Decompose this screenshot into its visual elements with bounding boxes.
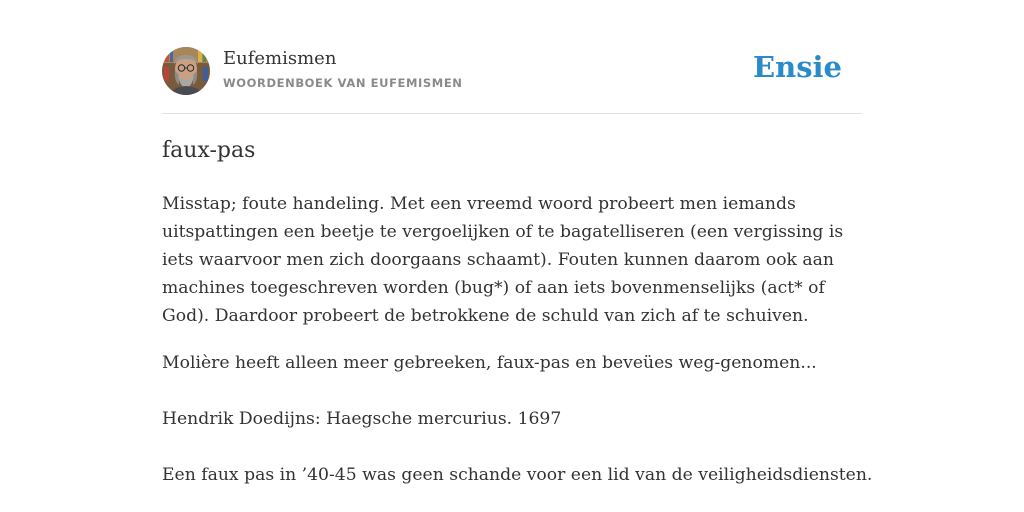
author-avatar[interactable] (162, 47, 210, 95)
author-portrait-icon (162, 47, 210, 95)
header (162, 46, 862, 96)
example-source: Hendrik Doedijns: Haegsche mercurius. 1697 (162, 409, 562, 429)
author-name[interactable]: Eufemismen (223, 48, 337, 69)
example-quote: Molière heeft alleen meer gebreeken, faux-pas en beveües weg-genomen... (162, 353, 817, 373)
entry-term: faux-pas (162, 138, 256, 163)
example-sentence: Een faux pas in ’40-45 was geen schande voor een lid van de veiligheidsdiensten. (162, 465, 873, 485)
header-divider (162, 113, 862, 114)
author-subtitle[interactable]: WOORDENBOEK VAN EUFEMISMEN (223, 76, 463, 90)
entry-definition: Misstap; foute handeling. Met een vreemd woord probeert men iemands uitspattingen een beetje te vergoelijken of te bagatelliseren (een vergissing is iets waarvoor men zich doorgaans schaamt). Fouten kunnen daarom ook aan machines toegeschreven worden (bug*) of aan iets bovenmenselijks (act* of God). Daardoor probeert de betrokkene de schuld van zich af te schuiven. (162, 194, 844, 326)
entry-content (162, 190, 873, 485)
ensie-logo[interactable]: Ensie (753, 50, 842, 84)
